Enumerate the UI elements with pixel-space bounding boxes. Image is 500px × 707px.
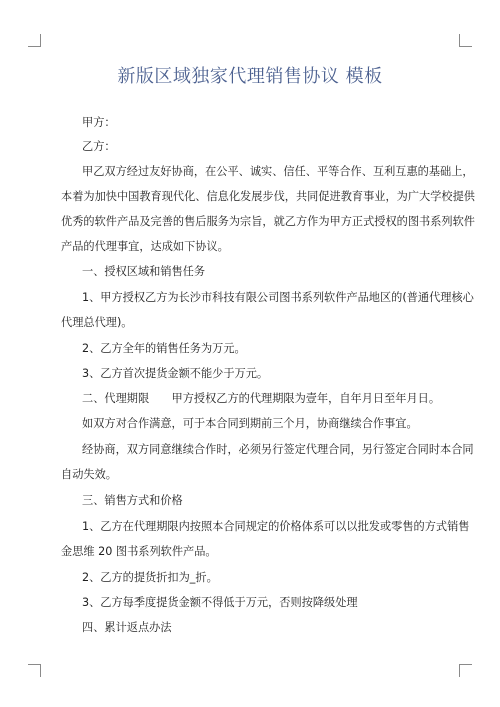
- clause-2-renewal: 如双方对合作满意，可于本合同到期前三个月，协商继续合作事宜。: [82, 417, 418, 430]
- clause-3-2: 2、乙方的提货折扣为_折。: [82, 571, 218, 584]
- clause-1-1-line-2: 代理总代理)。: [61, 316, 133, 329]
- clause-2-contract-line-2: 自动失效。: [61, 468, 117, 481]
- crop-mark-bottom-right: [459, 664, 472, 677]
- party-b-line: 乙方：: [82, 140, 116, 153]
- clause-1-2: 2、乙方全年的销售任务为万元。: [82, 342, 246, 355]
- clause-3-1-line-1: 1、乙方在代理期限内按照本合同规定的价格体系可以以批发或零售的方式销售: [82, 520, 470, 533]
- preamble-line-2: 本着为加快中国教育现代化、信息化发展步伐，共同促进教育事业，为广大学校提供: [61, 190, 475, 203]
- crop-mark-top-left: [28, 34, 41, 47]
- crop-mark-top-right: [459, 34, 472, 47]
- clause-3-1-line-2: 金思维 20 图书系列软件产品。: [61, 545, 217, 558]
- preamble-line-3: 优秀的软件产品及完善的售后服务为宗旨，就乙方作为甲方正式授权的图书系列软件: [61, 215, 475, 228]
- clause-1-3: 3、乙方首次提货金额不能少于万元。: [82, 367, 269, 380]
- party-a-line: 甲方：: [82, 116, 116, 129]
- preamble-line-1: 甲乙双方经过友好协商，在公平、诚实、信任、平等合作、互利互惠的基础上，: [82, 165, 474, 178]
- section-2-heading: 二、代理期限 甲方授权乙方的代理期限为壹年，自年月日至年月日。: [82, 392, 441, 405]
- crop-mark-bottom-left: [28, 664, 41, 677]
- section-3-heading: 三、销售方式和价格: [82, 494, 183, 507]
- section-4-heading: 四、累计返点办法: [82, 621, 172, 634]
- document-title: 新版区域独家代理销售协议 模板: [117, 66, 383, 87]
- clause-1-1-line-1: 1、甲方授权乙方为长沙市科技有限公司图书系列软件产品地区的(普通代理核心: [82, 291, 474, 304]
- clause-3-3: 3、乙方每季度提货金额不得低于万元，否则按降级处理: [82, 596, 358, 609]
- section-1-heading: 一、授权区域和销售任务: [82, 265, 206, 278]
- clause-2-contract-line-1: 经协商，双方同意继续合作时，必须另行签定代理合同，另行签定合同时本合同: [82, 443, 474, 456]
- preamble-line-4: 产品的代理事宜，达成如下协议。: [61, 240, 229, 253]
